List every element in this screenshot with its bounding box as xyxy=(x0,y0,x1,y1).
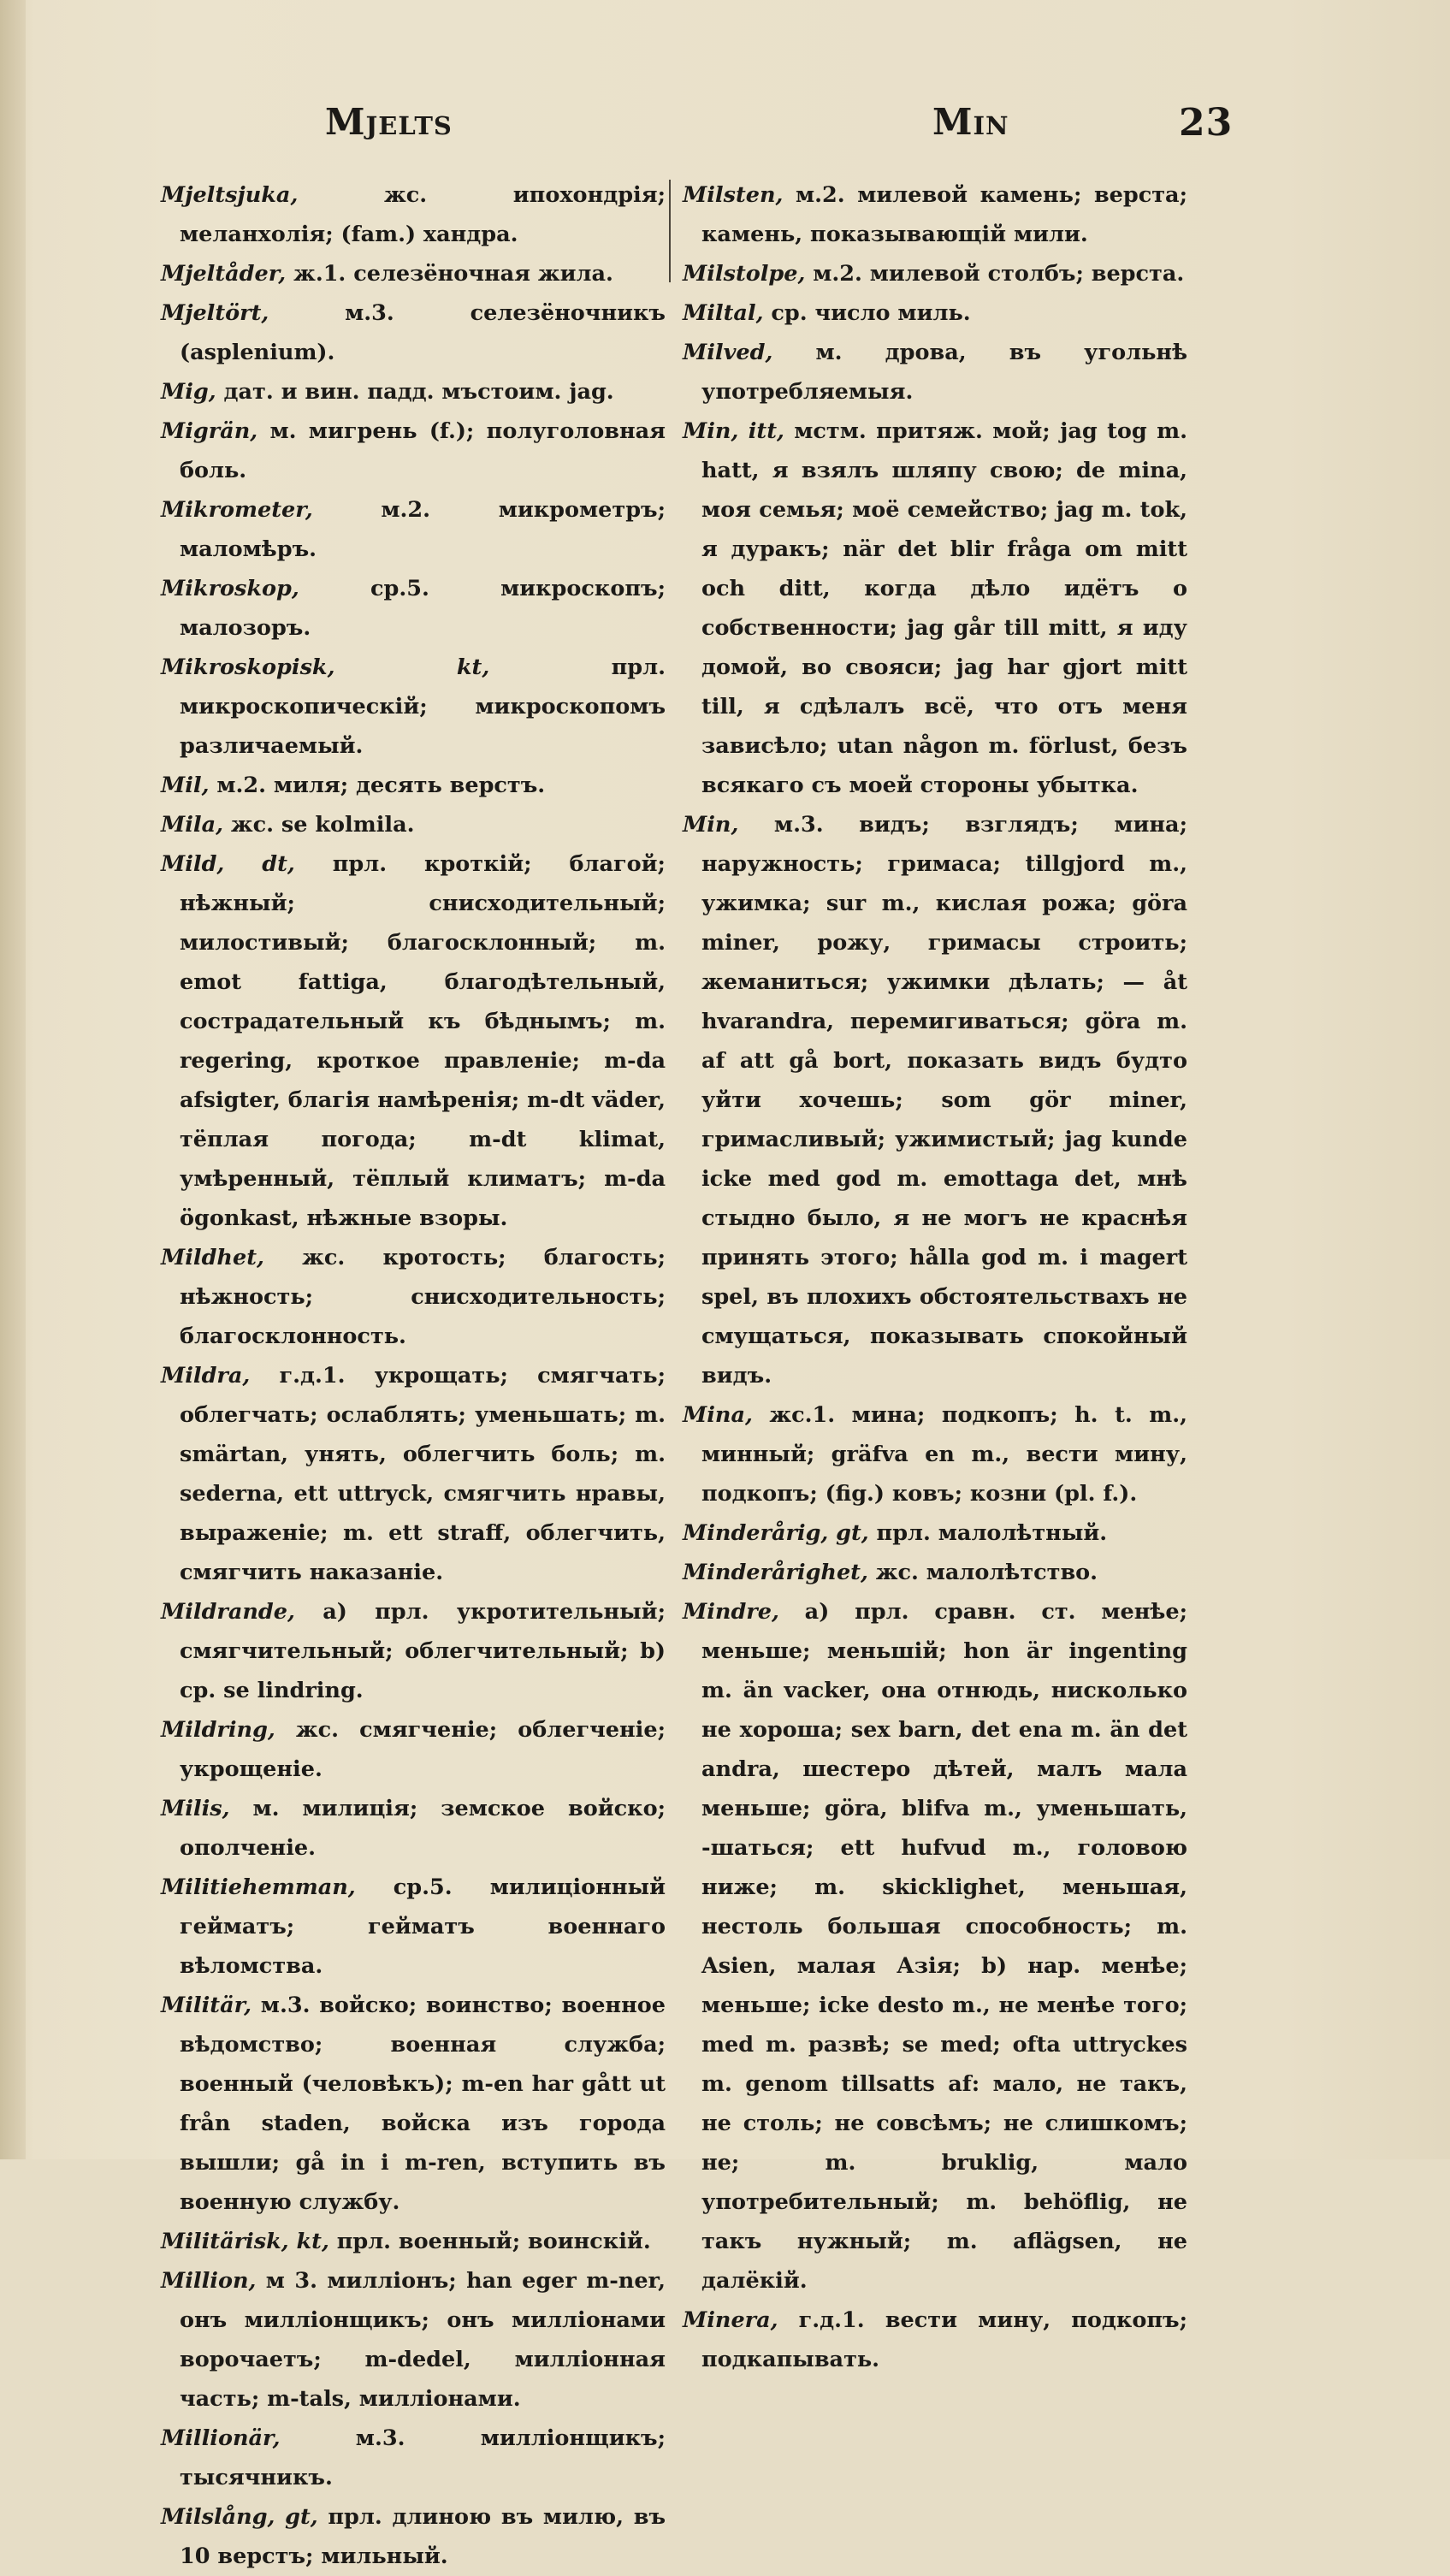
dictionary-entry xyxy=(161,569,666,648)
entry-headword: Milis, xyxy=(161,1796,230,1821)
entry-headword: Militiehemman, xyxy=(161,1874,356,1900)
dictionary-entry xyxy=(683,1592,1187,2301)
header-right-guideword: Min xyxy=(932,101,1009,143)
entry-headword: Minera, xyxy=(683,2307,778,2333)
entry-definition: м.2. миля; десять верстъ. xyxy=(209,773,546,798)
entry-headword: Mjeltört, xyxy=(161,300,269,326)
entry-headword: Mild, dt, xyxy=(161,851,295,877)
entry-headword: Minderårig, gt, xyxy=(683,1520,869,1546)
entry-definition: м.2. милевой камень; верста; камень, показывающій мили. xyxy=(701,182,1187,247)
entry-headword: Mjeltsjuka, xyxy=(161,182,299,208)
dictionary-entry xyxy=(683,805,1187,1395)
dictionary-entry xyxy=(161,844,666,1238)
entry-definition: м.3. войско; воинство; военное вѣдомство; военная служба; военный (человѣкъ); m-en har gått ut från staden, войска изъ города вышли; gå in i m-ren, вступить въ военную службу. xyxy=(180,1993,666,2215)
entry-headword: Mildrande, xyxy=(161,1599,295,1625)
dictionary-entry xyxy=(161,648,666,766)
dictionary-entry xyxy=(683,175,1187,254)
dictionary-entry xyxy=(683,412,1187,805)
entry-headword: Mindre, xyxy=(683,1599,779,1625)
entry-headword: Mjeltåder, xyxy=(161,261,287,287)
entry-definition: жс. ипохондрія; меланхолія; (fam.) хандра. xyxy=(180,182,666,247)
entry-headword: Mildring, xyxy=(161,1717,275,1743)
entry-headword: Milsten, xyxy=(683,182,784,208)
entry-headword: Militär, xyxy=(161,1993,252,2018)
dictionary-entry xyxy=(161,175,666,254)
dictionary-entry xyxy=(161,2497,666,2576)
entry-headword: Mina, xyxy=(683,1402,753,1428)
entry-headword: Militärisk, kt, xyxy=(161,2229,329,2254)
entry-definition: a) прл. укротительный; смягчительный; облегчительный; b) ср. se lindring. xyxy=(180,1599,666,1703)
dictionary-entry xyxy=(161,372,666,412)
entry-definition: м 3. милліонъ; han eger m-ner, онъ милліонщикъ; онъ милліонами ворочаетъ; m-dedel, милліонная часть; m-tals, милліонами. xyxy=(180,2268,666,2412)
entry-headword: Mildhet, xyxy=(161,1245,264,1270)
dictionary-entry xyxy=(161,254,666,293)
entry-definition: жс. кротость; благость; нѣжность; снисходительность; благосклонность. xyxy=(180,1245,666,1349)
entry-definition: м. мигрень (f.); полуголовная боль. xyxy=(180,418,666,483)
entry-headword: Mil, xyxy=(161,773,210,798)
dictionary-entry xyxy=(161,1356,666,1592)
left-column xyxy=(161,175,666,2576)
entry-headword: Million, xyxy=(161,2268,257,2294)
right-column xyxy=(683,175,1187,2379)
entry-definition: м.2. микрометръ; маломѣръ. xyxy=(180,497,666,562)
entry-headword: Milved, xyxy=(683,340,773,365)
dictionary-entry xyxy=(683,293,1187,333)
entry-definition: a) прл. сравн. ст. менѣе; меньше; меньшій; hon är ingenting m. än vacker, она отнюдь, нисколько не хороша; sex barn, det ena m. än det andra, шестеро дѣтей, малъ мала меньше; göra, blifva m., уменьшать, -шаться; ett hufvud m., головою ниже; m. skicklighet, меньшая, нестоль большая способность; m. Asien, малая Азія; b) нар. менѣе; меньше; icke desto m., не менѣе того; med m. развѣ; se med; ofta uttryckes m. genom tillsatts af: мало, не такъ, не столь; не совсѣмъ; не слишкомъ; не; m. bruklig, мало употребительный; m. behöflig, не такъ нужный; m. aflägsen, не далёкій. xyxy=(701,1599,1187,2294)
dictionary-entry xyxy=(161,2261,666,2419)
entry-definition: прл. микроскопическій; микроскопомъ различаемый. xyxy=(180,654,666,759)
entry-headword: Mig, xyxy=(161,379,216,405)
entry-definition: ж.1. селезёночная жила. xyxy=(286,261,613,287)
entry-definition: жс. se kolmila. xyxy=(223,812,415,838)
entry-definition: прл. кроткій; благой; нѣжный; снисходительный; милостивый; благосклонный; m. emot fattiga, благодѣтельный, сострадательный къ бѣднымъ; m. regering, кроткое правленіе; m-da afsigter, благія намѣренія; m-dt väder, тёплая погода; m-dt klimat, умѣренный, тёплый климатъ; m-da ögonkast, нѣжные взоры. xyxy=(180,851,666,1231)
column-divider xyxy=(669,180,671,282)
dictionary-entry xyxy=(161,2419,666,2497)
entry-definition: м. дрова, въ угольнѣ употребляемыя. xyxy=(701,340,1187,405)
entry-headword: Milslång, gt, xyxy=(161,2504,318,2530)
entry-definition: м. милиція; земское войско; ополченіе. xyxy=(180,1796,666,1861)
entry-definition: прл. малолѣтный. xyxy=(868,1520,1108,1546)
entry-headword: Minderårighet, xyxy=(683,1560,868,1585)
entry-definition: жс. малолѣтство. xyxy=(867,1560,1098,1585)
page-binding-edge xyxy=(0,0,26,2159)
entry-headword: Min, itt, xyxy=(683,418,784,444)
entry-definition: м.2. милевой столбъ; верста. xyxy=(805,261,1185,287)
dictionary-entry xyxy=(161,805,666,844)
entry-headword: Migrän, xyxy=(161,418,258,444)
dictionary-entry xyxy=(161,766,666,805)
header-left-guideword: Mjelts xyxy=(325,101,453,143)
entry-definition: г.д.1. вести мину, подкопъ; подкапывать. xyxy=(701,2307,1187,2372)
dictionary-entry xyxy=(161,1238,666,1356)
entry-definition: ср. число миль. xyxy=(763,300,971,326)
entry-headword: Mikrometer, xyxy=(161,497,313,523)
entry-headword: Millionär, xyxy=(161,2425,281,2451)
entry-definition: ср.5. милиціонный гейматъ; гейматъ военнаго вѣломства. xyxy=(180,1874,666,1979)
entry-headword: Mikroskopisk, kt, xyxy=(161,654,490,680)
entry-definition: ср.5. микроскопъ; малозоръ. xyxy=(180,576,666,641)
entry-definition: прл. военный; воинскій. xyxy=(328,2229,651,2254)
dictionary-entry xyxy=(683,1395,1187,1513)
dictionary-entry xyxy=(161,1868,666,1986)
dictionary-entry xyxy=(683,1513,1187,1553)
dictionary-entry xyxy=(683,1553,1187,1592)
page-number: 23 xyxy=(1179,101,1234,145)
dictionary-entry xyxy=(161,1592,666,1710)
dictionary-entry xyxy=(683,254,1187,293)
entry-definition: прл. длиною въ милю, въ 10 верстъ; мильный. xyxy=(180,2504,666,2569)
dictionary-entry xyxy=(161,293,666,372)
dictionary-entry xyxy=(683,2301,1187,2379)
dictionary-entry xyxy=(683,333,1187,412)
entry-definition: дат. и вин. падд. мъстоим. jag. xyxy=(216,379,614,405)
entry-definition: м.3. милліонщикъ; тысячникъ. xyxy=(180,2425,666,2490)
entry-headword: Mildra, xyxy=(161,1363,251,1389)
running-header xyxy=(0,101,1450,152)
dictionary-entry xyxy=(161,1710,666,1789)
entry-definition: м.3. видъ; взглядъ; мина; наружность; гримаса; tillgjord m., ужимка; sur m., кислая рожа; göra miner, рожу, гримасы строить; жеманиться; ужимки дѣлать; — åt hvarandra, перемигиваться; göra m. af att gå bort, показать видъ будто уйти хочешь; som gör miner, гримасливый; ужимистый; jag kunde icke med god m. emottaga det, мнѣ стыдно было, я не могъ не краснѣя принять этого; hålla god m. i magert spel, въ плохихъ обстоятельствахъ не смущаться, показывать спокойный видъ. xyxy=(701,812,1187,1389)
entry-headword: Miltal, xyxy=(683,300,764,326)
entry-headword: Milstolpe, xyxy=(683,261,806,287)
entry-definition: жс. смягченіе; облегченіе; укрощеніе. xyxy=(180,1717,666,1782)
entry-definition: мстм. притяж. мой; jag tog m. hatt, я взялъ шляпу свою; de mina, моя семья; моё семейство; jag m. tok, я дуракъ; när det blir fråga om mitt och ditt, когда дѣло идётъ о собственности; jag går till mitt, я иду домой, во свояси; jag har gjort mitt till, я сдѣлалъ всё, что отъ меня зависѣло; utan någon m. förlust, безъ всякаго съ моей стороны убытка. xyxy=(701,418,1187,798)
dictionary-entry xyxy=(161,1789,666,1868)
entry-definition: жс.1. мина; подкопъ; h. t. m., минный; gräfva en m., вести мину, подкопъ; (fig.) ковъ; козни (pl. f.). xyxy=(701,1402,1187,1507)
entry-headword: Min, xyxy=(683,812,739,838)
dictionary-entry xyxy=(161,412,666,490)
entry-headword: Mila, xyxy=(161,812,224,838)
dictionary-entry xyxy=(161,490,666,569)
dictionary-entry xyxy=(161,2222,666,2261)
dictionary-entry xyxy=(161,1986,666,2222)
entry-definition: г.д.1. укрощать; смягчать; облегчать; ослаблять; уменьшать; m. smärtan, унять, облегчить боль; m. sederna, ett uttryck, смягчить нравы, выраженіе; m. ett straff, облегчить, смягчить наказаніе. xyxy=(180,1363,666,1585)
entry-definition: м.3. селезёночникъ (asplenium). xyxy=(180,300,666,365)
entry-headword: Mikroskop, xyxy=(161,576,299,601)
